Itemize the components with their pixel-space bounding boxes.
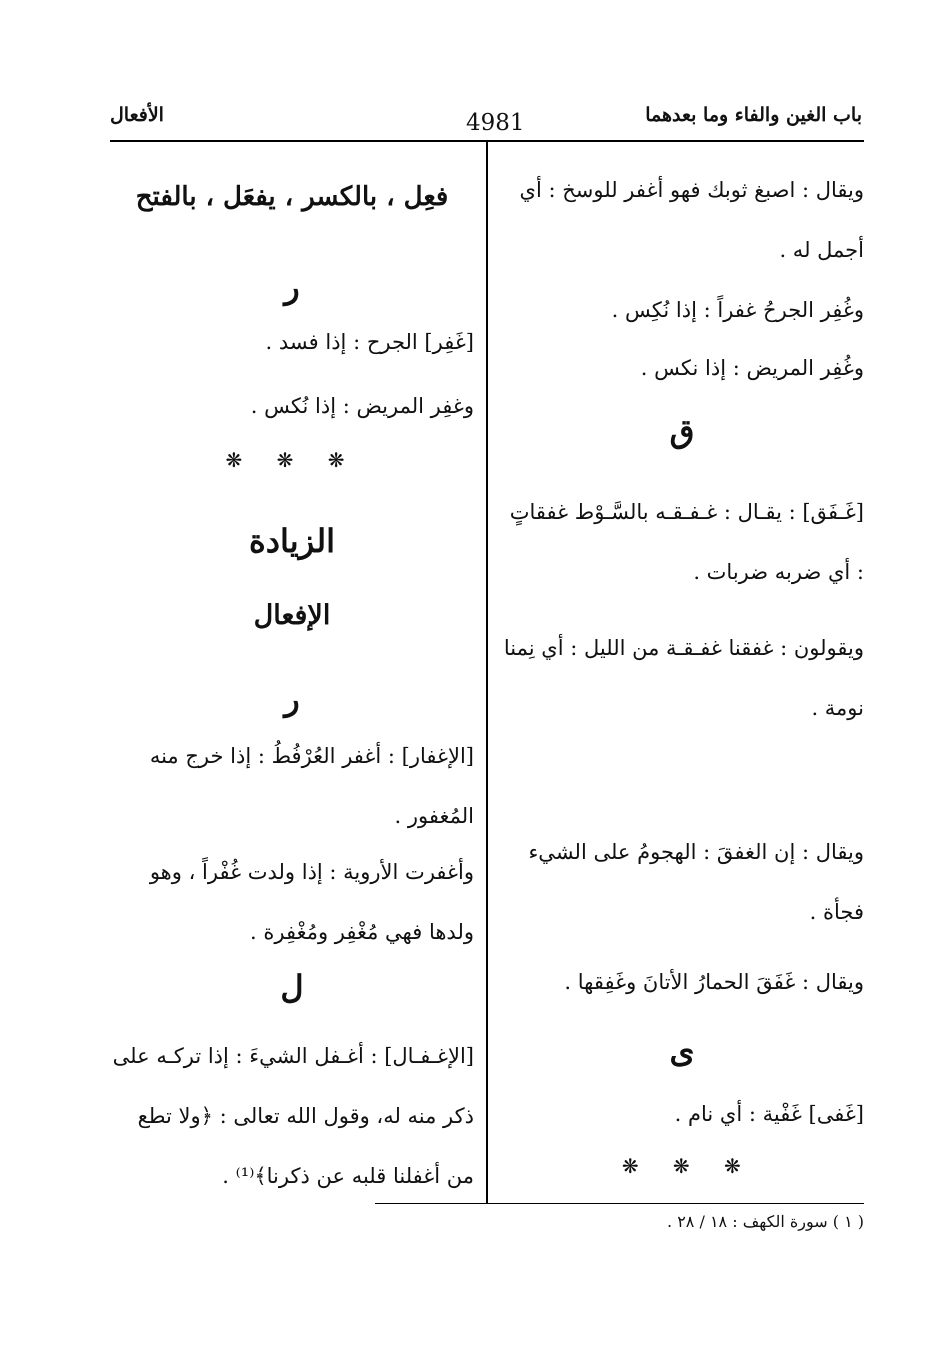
footnote-rule	[375, 1203, 864, 1204]
section-heading: فعِل ، بالكسر ، يفعَل ، بالفتح	[135, 182, 449, 212]
entry-paragraph: وغفِر المريض : إذا نُكس .	[250, 394, 474, 418]
entry-paragraph: [غَفِر] الجرح : إذا فسد .	[265, 330, 474, 354]
entry-paragraph: [الإغفار] : أغفر العُرْفُطُ : إذا خرج منه المُغفور .	[149, 744, 474, 828]
footnote: ( ١ ) سورة الكهف : ١٨ / ٢٨ .	[667, 1212, 864, 1231]
entry-paragraph: [غَفى] غَفْية : أي نام .	[674, 1102, 864, 1126]
section-title: باب الغين والفاء وما بعدهما	[645, 104, 862, 126]
entry-paragraph: ويقولون : غفقنا غفـقـة من الليل : أي نِمنا نومة .	[503, 636, 864, 720]
entry-paragraph: ويقال : غَفَقَ الحمارُ الأتانَ وغَفِقها .	[564, 970, 864, 994]
letter-heading: ر	[284, 268, 300, 306]
section-heading: الزيادة	[249, 522, 335, 560]
entry-paragraph: ويقال : إن الغفقَ : الهجومُ على الشيء فجأة .	[528, 840, 864, 924]
page-header	[110, 104, 862, 138]
entry-paragraph: ويقال : اصبغ ثوبك فهو أغفر للوسخ : أي أجمل له .	[519, 178, 864, 262]
entry-paragraph: وأغفرت الأروية : إذا ولدت غُفْراً ، وهو ولدها فهي مُغْفِر ومُغْفِرة .	[149, 860, 474, 944]
section-heading: الإفعال	[253, 600, 331, 631]
entry-paragraph: وغُفِر الجرحُ غفراً : إذا نُكِس .	[611, 298, 864, 322]
page-number: 4981	[466, 110, 525, 136]
section-separator: ❋ ❋ ❋	[225, 448, 359, 472]
chapter-title: الأفعال	[110, 104, 164, 126]
letter-heading: ر	[284, 680, 300, 718]
section-separator: ❋ ❋ ❋	[621, 1154, 755, 1178]
entry-paragraph: [غَـفَق] : يقـال : غـفـقـه بالسَّـوْط غفقاتٍ : أي ضربه ضربات .	[509, 500, 864, 584]
entry-paragraph: وغُفِر المريض : إذا نكس .	[640, 356, 864, 380]
letter-heading: ل	[280, 968, 304, 1006]
letter-heading: ق	[669, 412, 695, 450]
entry-paragraph: [الإغـفـال] : أغـفل الشيءَ : إذا تركـه على ذكر منه له، وقول الله تعالى : ﴿ولا تطع من أغفلنا قلبه عن ذكرنا﴾⁽¹⁾ .	[112, 1044, 474, 1188]
column-divider	[486, 142, 488, 1203]
letter-heading: ى	[669, 1032, 695, 1070]
